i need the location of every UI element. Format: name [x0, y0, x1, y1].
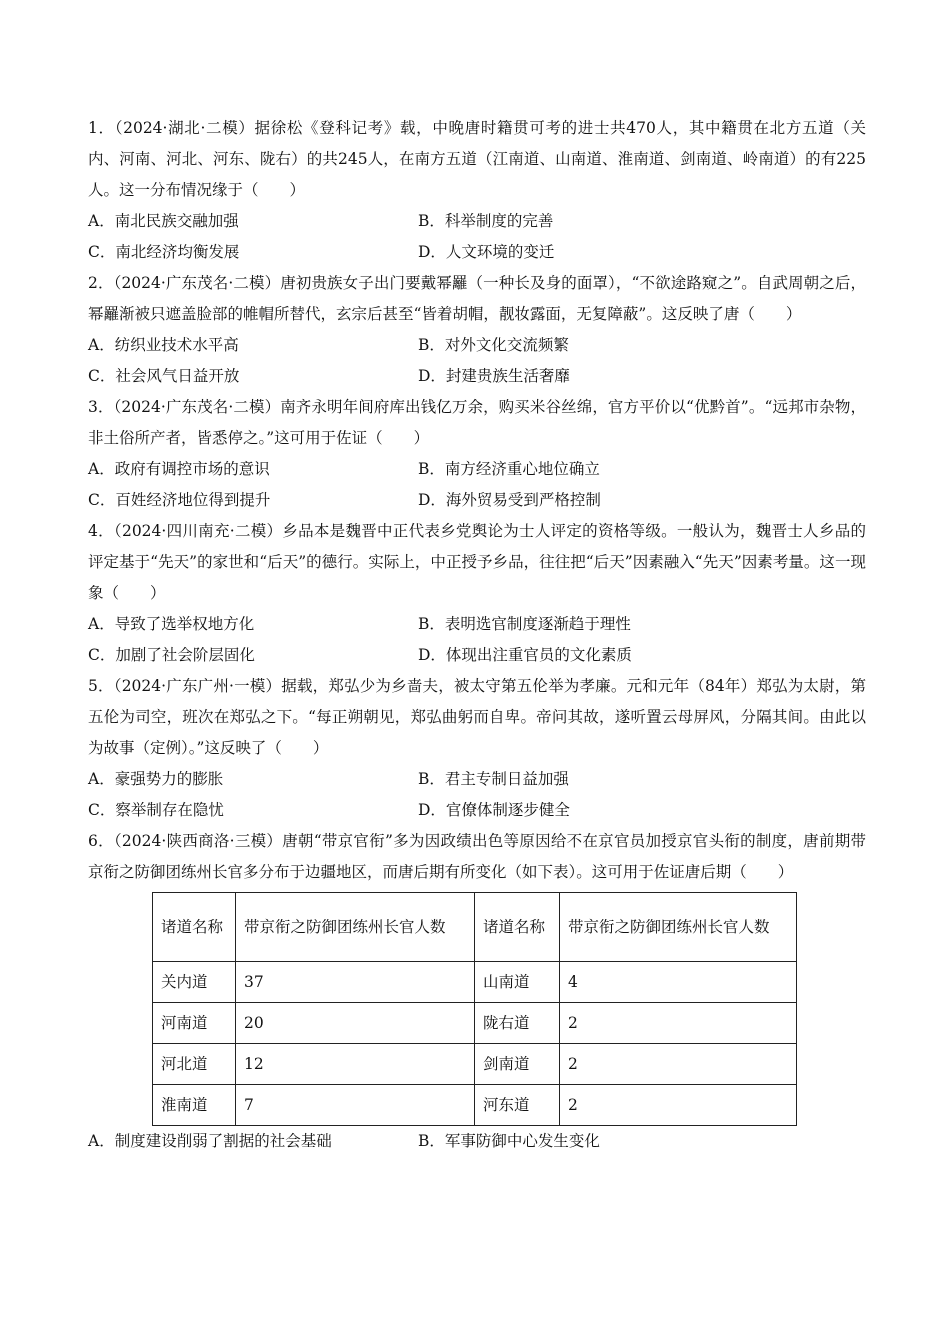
table-cell: 关内道 — [153, 962, 236, 1003]
table-cell: 河南道 — [153, 1003, 236, 1044]
option-c[interactable]: C．察举制存在隐忧 — [88, 801, 224, 819]
option-c[interactable]: C．社会风气日益开放 — [88, 367, 240, 385]
option-d[interactable]: D．官僚体制逐步健全 — [418, 801, 570, 819]
question-4-options — [88, 609, 866, 671]
question-4-stem: 4．（2024·四川南充·二模）乡品本是魏晋中正代表乡党舆论为士人评定的资格等级。一般认为，魏晋士人乡品的评定基于“先天”的家世和“后天”的德行。实际上，中正授予乡品，往往把“后天”因素融入“先天”因素考量。这一现象（ ） — [88, 522, 866, 602]
table-cell: 陇右道 — [475, 1003, 560, 1044]
table-cell: 淮南道 — [153, 1085, 236, 1126]
option-a[interactable]: A．豪强势力的膨胀 — [88, 770, 224, 788]
option-b[interactable]: B．科举制度的完善 — [418, 212, 554, 230]
table-row — [153, 1085, 797, 1126]
table-cell: 河东道 — [475, 1085, 560, 1126]
option-a[interactable]: A．南北民族交融加强 — [88, 212, 239, 230]
table-cell: 2 — [560, 1044, 797, 1085]
question-1-stem: 1．（2024·湖北·二模）据徐松《登科记考》载，中晚唐时籍贯可考的进士共470人，其中籍贯在北方五道（关内、河南、河北、河东、陇右）的共245人，在南方五道（江南道、山南道、淮南道、剑南道、岭南道）的有225人。这一分布情况缘于（ ） — [88, 119, 866, 199]
question-2-options — [88, 330, 866, 392]
question-page — [88, 113, 866, 1157]
question-5-stem: 5．（2024·广东广州·一模）据载，郑弘少为乡啬夫，被太守第五伦举为孝廉。元和元年（84年）郑弘为太尉，第五伦为司空，班次在郑弘之下。“每正朔朝见，郑弘曲躬而自卑。帝问其故，遂听置云母屏风，分隔其间。由此以为故事（定例）。”这反映了（ ） — [88, 677, 866, 757]
table-cell: 河北道 — [153, 1044, 236, 1085]
table-cell: 4 — [560, 962, 797, 1003]
question-6-stem: 6．（2024·陕西商洛·三模）唐朝“带京官衔”多为因政绩出色等原因给不在京官员加授京官头衔的制度，唐前期带京衔之防御团练州长官多分布于边疆地区，而唐后期有所变化（如下表）。这可用于佐证唐后期（ ） — [88, 832, 866, 881]
table-cell: 剑南道 — [475, 1044, 560, 1085]
question-3 — [88, 392, 866, 516]
table-cell: 20 — [236, 1003, 475, 1044]
data-table — [152, 892, 797, 1126]
question-4 — [88, 516, 866, 671]
question-5-options — [88, 764, 866, 826]
table-cell: 37 — [236, 962, 475, 1003]
table-header-cell: 带京衔之防御团练州长官人数 — [236, 893, 475, 962]
option-a[interactable]: A．纺织业技术水平高 — [88, 336, 239, 354]
table-row — [153, 1044, 797, 1085]
option-d[interactable]: D．人文环境的变迁 — [418, 243, 555, 261]
question-6-options — [88, 1126, 866, 1157]
question-2 — [88, 268, 866, 392]
option-c[interactable]: C．南北经济均衡发展 — [88, 243, 240, 261]
table-header-cell: 诸道名称 — [153, 893, 236, 962]
option-d[interactable]: D．体现出注重官员的文化素质 — [418, 646, 632, 664]
question-3-options — [88, 454, 866, 516]
table-row — [153, 1003, 797, 1044]
table-cell: 12 — [236, 1044, 475, 1085]
option-c[interactable]: C．加剧了社会阶层固化 — [88, 646, 255, 664]
table-cell: 2 — [560, 1085, 797, 1126]
question-6 — [88, 826, 866, 1157]
table-header-cell: 诸道名称 — [475, 893, 560, 962]
option-d[interactable]: D．封建贵族生活奢靡 — [418, 367, 570, 385]
table-header-row — [153, 893, 797, 962]
table-cell: 2 — [560, 1003, 797, 1044]
option-b[interactable]: B．对外文化交流频繁 — [418, 336, 569, 354]
option-c[interactable]: C．百姓经济地位得到提升 — [88, 491, 271, 509]
option-b[interactable]: B．君主专制日益加强 — [418, 770, 569, 788]
table-cell: 山南道 — [475, 962, 560, 1003]
table-header-cell: 带京衔之防御团练州长官人数 — [560, 893, 797, 962]
table-row — [153, 962, 797, 1003]
option-a[interactable]: A．导致了选举权地方化 — [88, 615, 255, 633]
option-d[interactable]: D．海外贸易受到严格控制 — [418, 491, 601, 509]
question-2-stem: 2．（2024·广东茂名·二模）唐初贵族女子出门要戴幂䍦（一种长及身的面罩），“不欲途路窥之”。自武周朝之后，幂䍦渐被只遮盖脸部的帷帽所替代，玄宗后甚至“皆着胡帽，靓妆露面，无复障蔽”。这反映了唐（ ） — [88, 274, 866, 323]
question-1 — [88, 113, 866, 268]
option-b[interactable]: B．南方经济重心地位确立 — [418, 460, 600, 478]
option-a[interactable]: A．政府有调控市场的意识 — [88, 460, 270, 478]
question-3-stem: 3．（2024·广东茂名·二模）南齐永明年间府库出钱亿万余，购买米谷丝绵，官方平价以“优黔首”。“远邦市杂物，非土俗所产者，皆悉停之。”这可用于佐证（ ） — [88, 398, 866, 447]
question-1-options — [88, 206, 866, 268]
option-a[interactable]: A．制度建设削弱了割据的社会基础 — [88, 1132, 332, 1150]
question-5 — [88, 671, 866, 826]
option-b[interactable]: B．表明选官制度逐渐趋于理性 — [418, 615, 631, 633]
option-b[interactable]: B．军事防御中心发生变化 — [418, 1132, 600, 1150]
table-cell: 7 — [236, 1085, 475, 1126]
